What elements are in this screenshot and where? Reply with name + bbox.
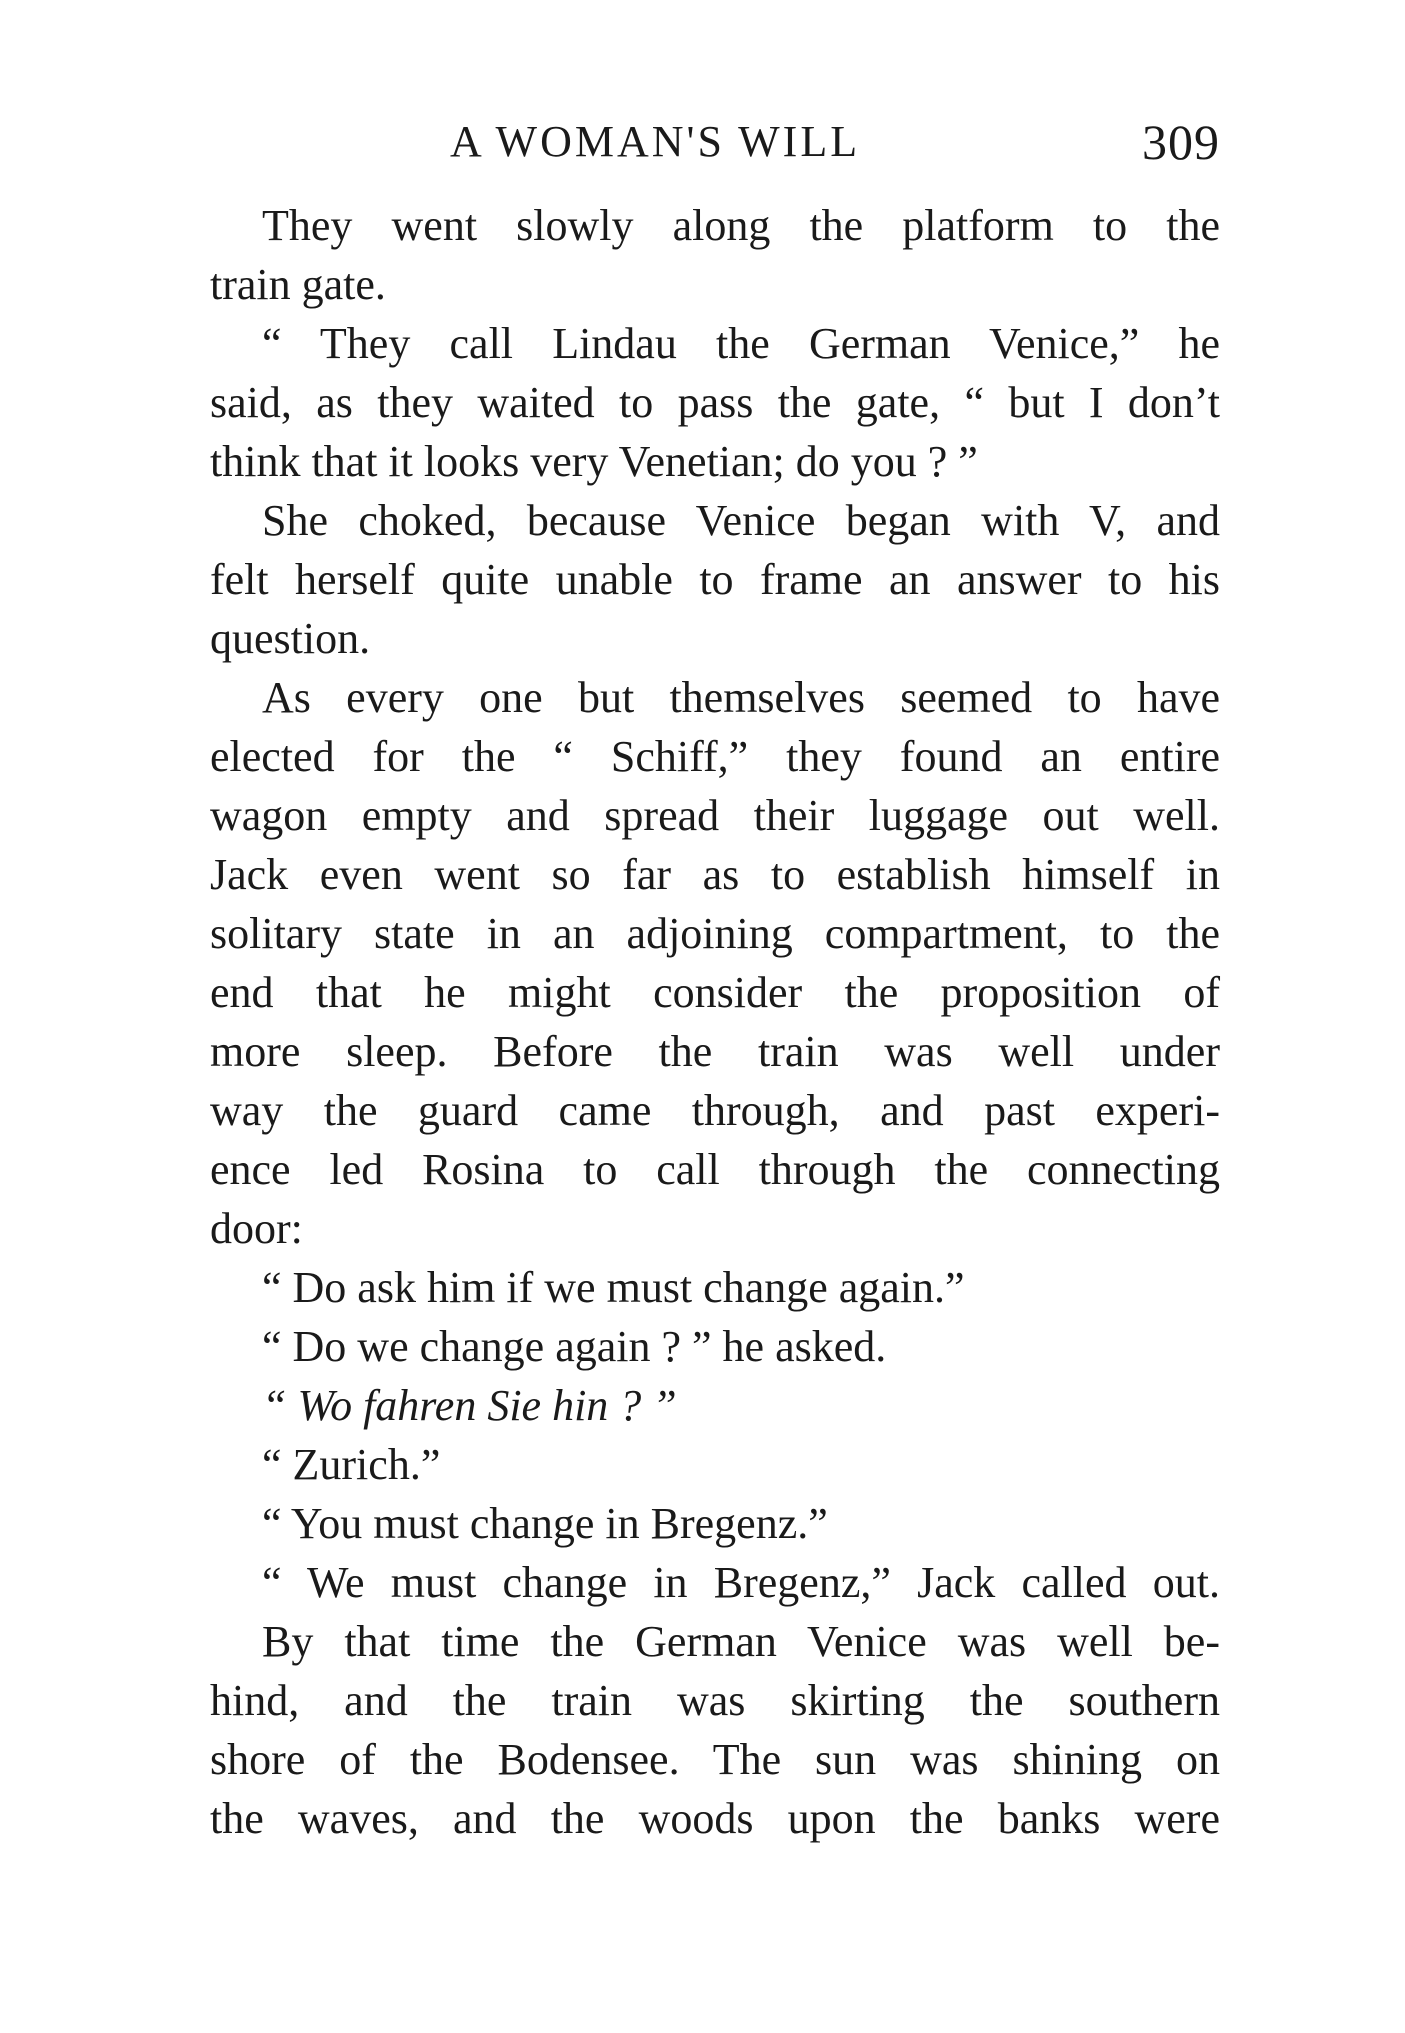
text-line: As every one but themselves seemed to have <box>262 673 1220 722</box>
text-line: “ Do we change again ? ” he asked. <box>262 1322 887 1371</box>
text-line: By that time the German Venice was well be- <box>262 1617 1220 1666</box>
text-line: She choked, because Venice began with V, and <box>262 496 1220 545</box>
text-line: said, as they waited to pass the gate, “ but I don’t <box>210 378 1220 427</box>
page-number: 309 <box>1142 114 1220 170</box>
text-line: door: <box>210 1204 303 1253</box>
text-line: end that he might consider the proposition of <box>210 968 1220 1017</box>
text-line: more sleep. Before the train was well under <box>210 1027 1220 1076</box>
text-line: elected for the “ Schiff,” they found an entire <box>210 732 1220 781</box>
text-line: ence led Rosina to call through the connecting <box>210 1145 1220 1194</box>
text-line: “ Do ask him if we must change again.” <box>262 1263 965 1312</box>
text-line: hind, and the train was skirting the southern <box>210 1676 1220 1725</box>
text-line: way the guard came through, and past experi- <box>210 1086 1220 1135</box>
text-line: shore of the Bodensee. The sun was shining on <box>210 1735 1220 1784</box>
body-text <box>210 196 1220 1848</box>
text-line: They went slowly along the platform to the <box>262 201 1220 250</box>
text-line: solitary state in an adjoining compartment, to the <box>210 909 1220 958</box>
text-line: train gate. <box>210 260 386 309</box>
text-line: felt herself quite unable to frame an answer to his <box>210 555 1220 604</box>
text-line: think that it looks very Venetian; do you ? ” <box>210 437 978 486</box>
text-line: “ Wo fahren Sie hin ? ” <box>262 1381 677 1430</box>
text-line: “ Zurich.” <box>262 1440 441 1489</box>
running-title: A WOMAN'S WILL <box>450 117 861 166</box>
text-line: question. <box>210 614 371 663</box>
text-line: Jack even went so far as to establish himself in <box>210 850 1220 899</box>
text-line: “ They call Lindau the German Venice,” he <box>262 319 1220 368</box>
text-line: “ We must change in Bregenz,” Jack called out. <box>262 1558 1220 1607</box>
running-head <box>210 112 1220 172</box>
text-line: the waves, and the woods upon the banks were <box>210 1794 1220 1843</box>
text-line: wagon empty and spread their luggage out well. <box>210 791 1220 840</box>
text-line: “ You must change in Bregenz.” <box>262 1499 828 1548</box>
